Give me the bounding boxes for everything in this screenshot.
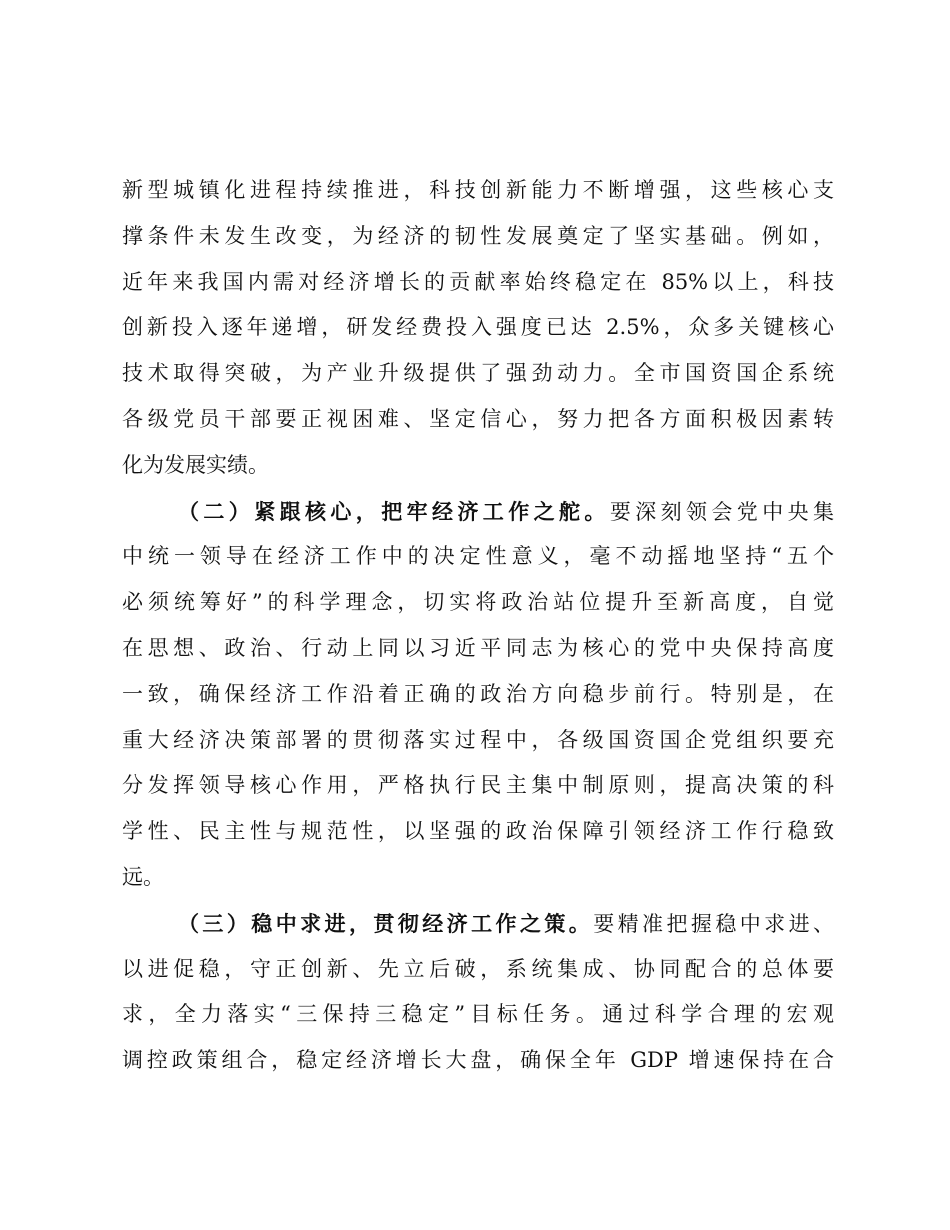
text-line: 创新投入逐年递增，研发经费投入强度已达 2.5%，众多关键核心 [122,315,834,340]
text-line: 技术取得突破，为产业升级提供了强劲动力。全市国资国企系统 [122,361,834,386]
text-line [122,901,834,947]
text-line: 调控政策组合，稳定经济增长大盘，确保全年 GDP 增速保持在合 [122,1048,834,1073]
text-line: 化为发展实绩。 [122,452,269,477]
paragraph-3 [122,901,834,1084]
text-line: 必须统筹好”的科学理念，切实将政治站位提升至新高度，自觉 [122,590,834,615]
text-line: 各级党员干部要正视困难、坚定信心，努力把各方面积极因素转 [122,406,834,431]
text-line: 重大经济决策部署的贯彻落实过程中，各级国资国企党组织要充 [122,727,834,752]
text-run: 要深刻领会党中央集 [609,499,835,524]
text-line: 分发挥领导核心作用，严格执行民主集中制原则，提高决策的科 [122,773,834,798]
section-heading: （二）紧跟核心，把牢经济工作之舵。 [178,498,610,524]
text-line: 新型城镇化进程持续推进，科技创新能力不断增强，这些核心支 [122,178,834,202]
text-line: 中统一领导在经济工作中的决定性意义，毫不动摇地坚持“五个 [122,544,834,569]
paragraph-1 [122,168,834,489]
section-heading: （三）稳中求进，贯彻经济工作之策。 [178,910,594,936]
text-line: 在思想、政治、行动上同以习近平同志为核心的党中央保持高度 [122,635,834,660]
text-line: 一致，确保经济工作沿着正确的政治方向稳步前行。特别是，在 [122,681,834,706]
text-run: 要精准把握稳中求进、 [593,911,835,936]
text-line: 以进促稳，守正创新、先立后破，系统集成、协同配合的总体要 [122,956,834,981]
text-line: 学性、民主性与规范性，以坚强的政治保障引领经济工作行稳致 [122,819,834,844]
body-text [122,168,834,1084]
paragraph-2 [122,489,834,901]
text-line [122,489,834,535]
text-line: 撑条件未发生改变，为经济的韧性发展奠定了坚实基础。例如， [122,223,834,248]
text-line: 求，全力落实“三保持三稳定”目标任务。通过科学合理的宏观 [122,1002,834,1027]
text-line: 近年来我国内需对经济增长的贡献率始终稳定在 85%以上，科技 [122,269,834,294]
text-line: 远。 [122,864,164,889]
